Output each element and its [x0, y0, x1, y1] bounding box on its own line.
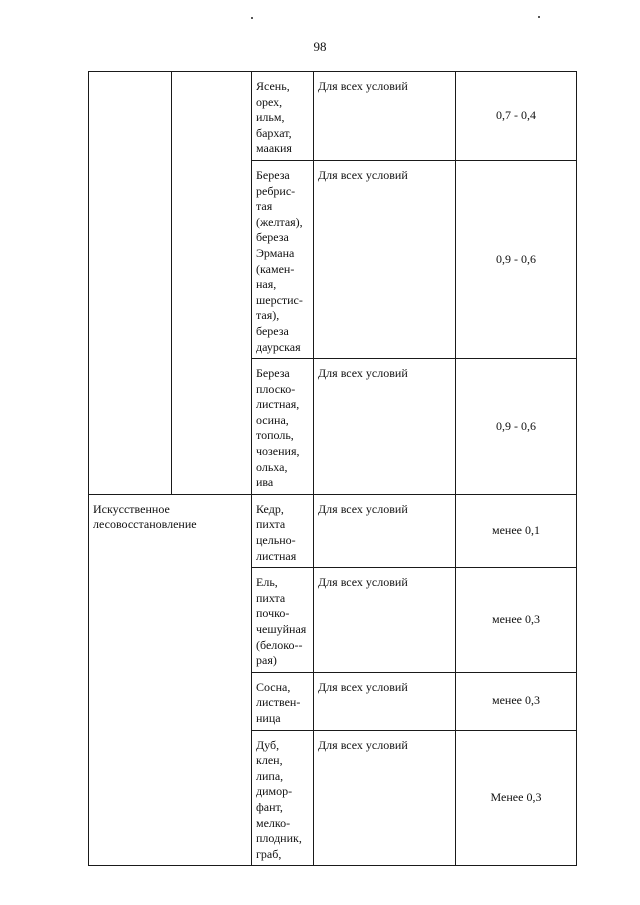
species-cell: Кедр, пихта цельно- листная	[252, 494, 314, 567]
forest-restoration-table-wrap	[88, 71, 576, 866]
value-cell: менее 0,1	[456, 494, 577, 567]
value-cell: 0,9 - 0,6	[456, 160, 577, 358]
condition-cell: Для всех условий	[314, 160, 456, 358]
value-cell: менее 0,3	[456, 672, 577, 730]
subcategory-cell-continued	[172, 72, 252, 495]
species-cell: Сосна, листвен- ница	[252, 672, 314, 730]
species-cell: Ясень, орех, ильм, бархат, маакия	[252, 72, 314, 161]
species-cell: Береза плоско- листная, осина, тополь, чозения, ольха, ива	[252, 359, 314, 495]
scan-speck-left	[251, 17, 253, 19]
condition-cell: Для всех условий	[314, 359, 456, 495]
value-cell: Менее 0,3	[456, 730, 577, 866]
method-cell-continued	[89, 72, 172, 495]
table-row	[89, 72, 577, 161]
table-row	[89, 494, 577, 567]
forest-restoration-table	[88, 71, 577, 866]
scan-speck-right	[538, 16, 540, 18]
condition-cell: Для всех условий	[314, 730, 456, 866]
species-cell: Ель, пихта почко- чешуйная (белоко-- рая)	[252, 568, 314, 673]
value-cell: 0,7 - 0,4	[456, 72, 577, 161]
condition-cell: Для всех условий	[314, 72, 456, 161]
condition-cell: Для всех условий	[314, 494, 456, 567]
condition-cell: Для всех условий	[314, 568, 456, 673]
page-number: 98	[313, 39, 327, 54]
value-cell: менее 0,3	[456, 568, 577, 673]
condition-cell: Для всех условий	[314, 672, 456, 730]
method-cell: Искусственное лесовосстановление	[89, 494, 252, 865]
species-cell: Береза ребрис- тая (желтая), береза Эрмана (камен- ная, шерстис- тая), береза даурская	[252, 160, 314, 358]
species-cell: Дуб, клен, липа, димор- фант, мелко- плодник, граб,	[252, 730, 314, 866]
value-cell: 0,9 - 0,6	[456, 359, 577, 495]
